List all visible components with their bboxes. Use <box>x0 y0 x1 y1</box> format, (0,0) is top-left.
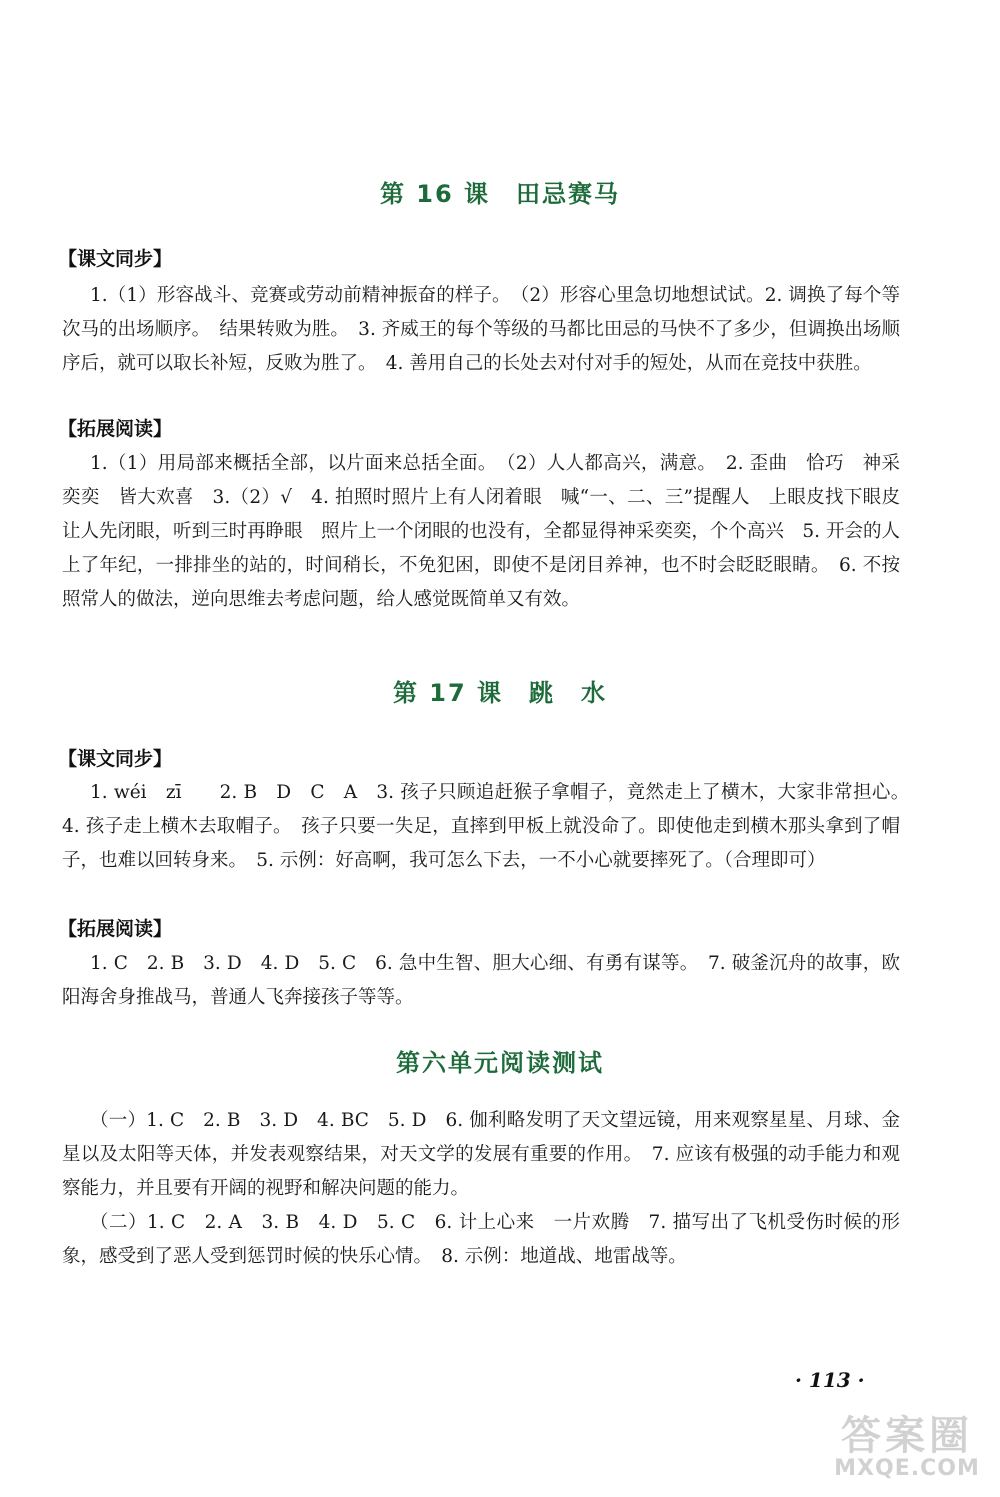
lesson-17-section-extended-label: 【拓展阅读】 <box>58 918 173 940</box>
unit-test-part2-text: （二）1. C 2. A 3. B 4. D 5. C 6. 计上心来 一片欢腾 7. 描写出了飞机受伤时候的形象，感受到了恶人受到惩罚时候的快乐心情。 8. 示例：地道战、地雷战等。 <box>62 1212 900 1267</box>
page-number: · 113 · <box>795 1368 865 1392</box>
watermark-logo <box>822 1398 992 1490</box>
lesson-17-title: 第 17 课 跳 水 <box>392 679 608 707</box>
lesson-16-section-extended-label: 【拓展阅读】 <box>58 418 173 440</box>
lesson-17-section-sync-text: 1. wéi zī 2. B D C A 3. 孩子只顾追赶猴子拿帽子，竟然走上了横木，大家非常担心。 4. 孩子走上横木去取帽子。 孩子只要一失足，直摔到甲板上就没命了。即使他走到横木那头拿到了帽子，也难以回转身来。 5. 示例：好高啊，我可怎么下去，一不小心就要摔死了。（合理即可） <box>62 782 919 871</box>
lesson-16-section-sync-text: 1.（1）形容战斗、竞赛或劳动前精神振奋的样子。 （2）形容心里急切地想试试。2. 调换了每个等次马的出场顺序。 结果转败为胜。 3. 齐威王的每个等级的马都比田忌的马快不了多少，但调换出场顺序后，就可以取长补短，反败为胜了。 4. 善用自己的长处去对付对手的短处，从而在竞技中获胜。 <box>62 285 900 374</box>
unit-test-title: 第六单元阅读测试 <box>396 1049 604 1077</box>
lesson-17-section-extended-text: 1. C 2. B 3. D 4. D 5. C 6. 急中生智、胆大心细、有勇有谋等。 7. 破釜沉舟的故事，欧阳海舍身推战马，普通人飞奔接孩子等等。 <box>62 953 900 1008</box>
lesson-16-section-sync-label: 【课文同步】 <box>58 248 173 270</box>
lesson-17-section-sync-label: 【课文同步】 <box>58 748 173 770</box>
watermark-url: MXQE.COM <box>834 1456 980 1481</box>
watermark-text: 答案圈 <box>841 1413 973 1459</box>
lesson-16-title: 第 16 课 田忌赛马 <box>379 180 621 208</box>
lesson-16-section-extended-text: 1.（1）用局部来概括全部，以片面来总括全面。 （2）人人都高兴，满意。 2. 歪曲 恰巧 神采奕奕 皆大欢喜 3.（2）√ 4. 拍照时照片上有人闭着眼 喊“一、二、三”提醒人 上眼皮找下眼皮 让人先闭眼，听到三时再睁眼 照片上一个闭眼的也没有，全都显得神采奕奕，个个高兴 5. 开会的人上了年纪，一排排坐的站的，时间稍长，不免犯困，即使不是闭目养神，也不时会眨眨眼睛。 6. 不按照常人的做法，逆向思维去考虑问题，给人感觉既简单又有效。 <box>62 453 919 610</box>
unit-test-part1-text: （一）1. C 2. B 3. D 4. BC 5. D 6. 伽利略发明了天文望远镜，用来观察星星、月球、金星以及太阳等天体，并发表观察结果，对天文学的发展有重要的作用。 7. 应该有极强的动手能力和观察能力，并且要有开阔的视野和解决问题的能力。 <box>62 1110 900 1199</box>
